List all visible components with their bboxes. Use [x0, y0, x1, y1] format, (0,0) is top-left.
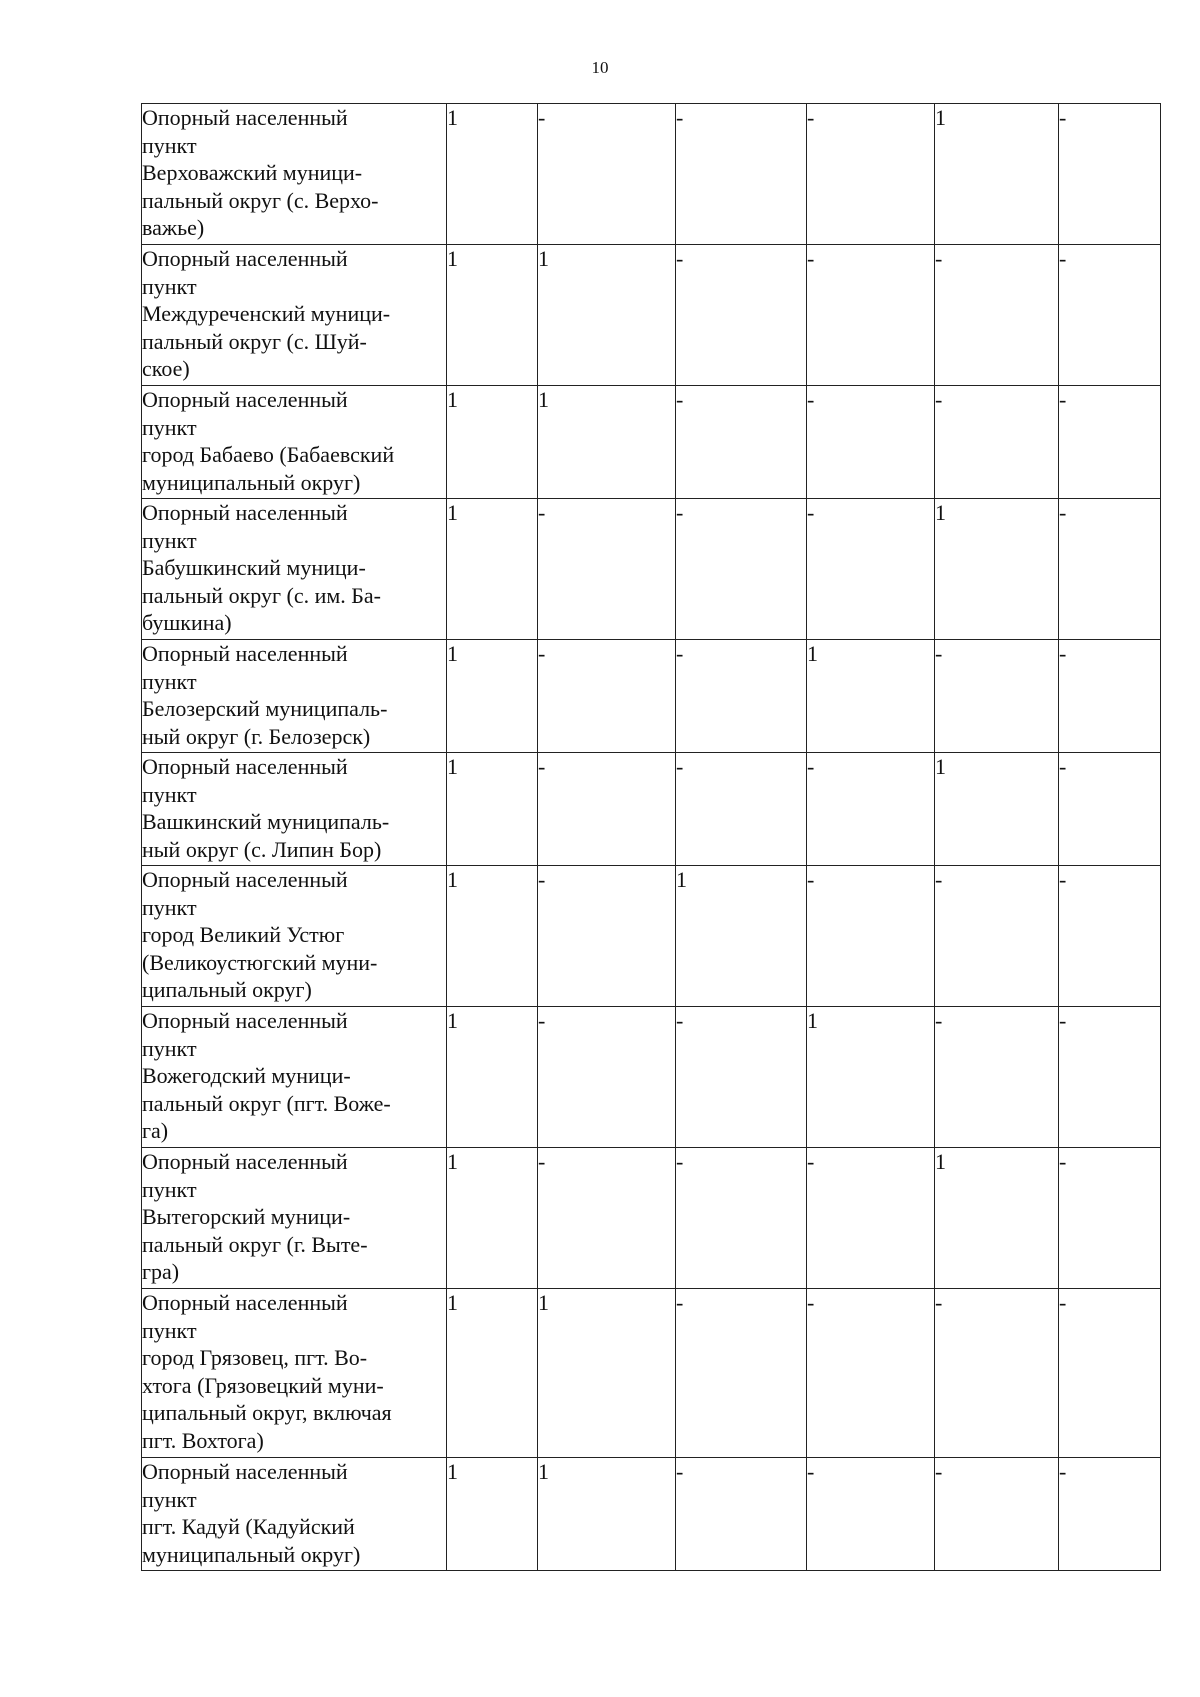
table-row	[142, 866, 1161, 1007]
settlement-name-cell	[142, 1458, 447, 1571]
value-cell: -	[676, 499, 807, 640]
value-cell: 1	[538, 1458, 676, 1571]
value-cell: -	[676, 245, 807, 386]
settlement-name-line: пальный округ (пгт. Воже-	[142, 1090, 391, 1116]
settlement-name-line: Опорный населенный	[142, 1459, 348, 1484]
value-cell: -	[807, 1148, 935, 1289]
settlement-name-line: (Великоустюгский муни-	[142, 949, 378, 975]
value-cell: -	[676, 104, 807, 245]
settlement-name-line: гра)	[142, 1259, 180, 1284]
table-row	[142, 753, 1161, 866]
settlement-name-line: пальный округ (с. Верхо-	[142, 187, 379, 213]
value-cell: 1	[447, 1007, 538, 1148]
value-cell: -	[935, 640, 1059, 753]
settlement-name-line: Вожегодский муници-	[142, 1063, 351, 1088]
value-cell: -	[1059, 866, 1161, 1007]
settlement-name-cell	[142, 1007, 447, 1148]
page-number: 10	[591, 58, 609, 77]
settlement-name-line: Опорный населенный	[142, 641, 348, 666]
settlement-name-line: пункт	[142, 1317, 197, 1343]
value-cell: -	[538, 104, 676, 245]
table-row	[142, 1148, 1161, 1289]
settlement-name-line: муниципальный округ)	[142, 469, 361, 495]
table-row	[142, 499, 1161, 640]
value-cell: 1	[447, 753, 538, 866]
settlement-name-line: пальный округ (г. Выте-	[142, 1231, 368, 1257]
value-cell: -	[1059, 386, 1161, 499]
value-cell: 1	[447, 499, 538, 640]
settlement-name-line: пункт	[142, 781, 197, 807]
value-cell: -	[676, 1148, 807, 1289]
settlement-name-line: хтога (Грязовецкий муни-	[142, 1372, 384, 1398]
settlement-name-cell	[142, 753, 447, 866]
table-row	[142, 245, 1161, 386]
table-row	[142, 104, 1161, 245]
settlement-name-cell	[142, 640, 447, 753]
settlement-name-line: ципальный округ)	[142, 977, 312, 1002]
settlement-name-line: Опорный населенный	[142, 246, 348, 271]
value-cell: -	[676, 1458, 807, 1571]
table-row	[142, 640, 1161, 753]
settlement-name-line: Опорный населенный	[142, 754, 348, 779]
table-row	[142, 1007, 1161, 1148]
value-cell: -	[1059, 104, 1161, 245]
settlement-name-line: бушкина)	[142, 610, 232, 635]
settlement-name-line: пункт	[142, 1176, 197, 1202]
settlement-name-line: город Бабаево (Бабаевский	[142, 442, 395, 467]
value-cell: -	[1059, 1007, 1161, 1148]
value-cell: 1	[447, 1289, 538, 1458]
value-cell: -	[807, 104, 935, 245]
table-body	[142, 104, 1161, 1571]
settlement-name-line: пальный округ (с. Шуй-	[142, 328, 367, 354]
settlement-name-cell	[142, 104, 447, 245]
settlement-name-line: пункт	[142, 414, 197, 440]
value-cell: 1	[447, 245, 538, 386]
value-cell: -	[807, 245, 935, 386]
settlement-name-line: Белозерский муниципаль-	[142, 696, 388, 721]
settlement-name-line: пункт	[142, 273, 197, 299]
value-cell: -	[1059, 753, 1161, 866]
value-cell: -	[935, 1007, 1059, 1148]
settlement-name-cell	[142, 386, 447, 499]
settlement-name-line: Междуреченский муници-	[142, 301, 391, 326]
value-cell: -	[807, 386, 935, 499]
value-cell: 1	[447, 866, 538, 1007]
value-cell: 1	[676, 866, 807, 1007]
settlement-name-line: Опорный населенный	[142, 387, 348, 412]
value-cell: -	[676, 640, 807, 753]
table-row	[142, 1458, 1161, 1571]
settlement-name-line: Бабушкинский муници-	[142, 555, 366, 580]
value-cell: -	[935, 1289, 1059, 1458]
settlement-name-line: пункт	[142, 132, 197, 158]
settlement-name-line: важье)	[142, 215, 205, 240]
value-cell: -	[1059, 245, 1161, 386]
settlement-name-line: пункт	[142, 1486, 197, 1512]
value-cell: -	[807, 753, 935, 866]
settlement-name-cell	[142, 866, 447, 1007]
value-cell: -	[935, 386, 1059, 499]
value-cell: -	[538, 866, 676, 1007]
settlement-name-line: муниципальный округ)	[142, 1541, 361, 1567]
value-cell: 1	[538, 386, 676, 499]
settlements-table	[141, 103, 1161, 1571]
value-cell: -	[807, 1458, 935, 1571]
settlement-name-line: Опорный населенный	[142, 867, 348, 892]
value-cell: 1	[538, 245, 676, 386]
settlement-name-line: пункт	[142, 1035, 197, 1061]
settlement-name-line: пункт	[142, 894, 197, 920]
settlement-name-line: Опорный населенный	[142, 105, 348, 130]
settlement-name-line: город Грязовец, пгт. Во-	[142, 1345, 368, 1370]
settlement-name-cell	[142, 1148, 447, 1289]
settlement-name-line: Опорный населенный	[142, 1290, 348, 1315]
settlement-name-line: Вытегорский муници-	[142, 1204, 351, 1229]
value-cell: -	[935, 866, 1059, 1007]
value-cell: 1	[447, 1458, 538, 1571]
value-cell: -	[676, 1289, 807, 1458]
table-row	[142, 386, 1161, 499]
value-cell: 1	[447, 104, 538, 245]
value-cell: -	[538, 1007, 676, 1148]
value-cell: 1	[935, 104, 1059, 245]
settlement-name-line: ципальный округ, включая	[142, 1400, 392, 1425]
value-cell: -	[935, 245, 1059, 386]
value-cell: 1	[807, 1007, 935, 1148]
table-row	[142, 1289, 1161, 1458]
value-cell: -	[807, 1289, 935, 1458]
settlement-name-line: ный округ (г. Белозерск)	[142, 723, 371, 749]
settlement-name-cell	[142, 245, 447, 386]
value-cell: -	[538, 499, 676, 640]
value-cell: -	[676, 753, 807, 866]
value-cell: -	[676, 386, 807, 499]
settlement-name-line: Опорный населенный	[142, 500, 348, 525]
settlement-name-line: га)	[142, 1118, 169, 1143]
settlement-name-line: Верховажский муници-	[142, 160, 363, 185]
settlement-name-cell	[142, 1289, 447, 1458]
value-cell: 1	[447, 386, 538, 499]
value-cell: 1	[935, 1148, 1059, 1289]
settlement-name-line: пгт. Кадуй (Кадуйский	[142, 1514, 355, 1539]
value-cell: -	[676, 1007, 807, 1148]
settlement-name-cell	[142, 499, 447, 640]
value-cell: 1	[935, 753, 1059, 866]
settlement-name-line: пгт. Вохтога)	[142, 1427, 264, 1453]
value-cell: -	[538, 640, 676, 753]
value-cell: -	[1059, 640, 1161, 753]
settlement-name-line: пальный округ (с. им. Ба-	[142, 582, 382, 608]
settlement-name-line: ское)	[142, 356, 190, 381]
settlement-name-line: город Великий Устюг	[142, 922, 345, 947]
value-cell: -	[1059, 1289, 1161, 1458]
value-cell: -	[807, 866, 935, 1007]
value-cell: 1	[447, 1148, 538, 1289]
value-cell: 1	[538, 1289, 676, 1458]
settlement-name-line: пункт	[142, 668, 197, 694]
value-cell: -	[807, 499, 935, 640]
value-cell: -	[538, 1148, 676, 1289]
settlement-name-line: Опорный населенный	[142, 1149, 348, 1174]
value-cell: -	[1059, 499, 1161, 640]
settlement-name-line: ный округ (с. Липин Бор)	[142, 836, 382, 862]
value-cell: -	[1059, 1148, 1161, 1289]
value-cell: 1	[447, 640, 538, 753]
value-cell: 1	[807, 640, 935, 753]
settlement-name-line: Опорный населенный	[142, 1008, 348, 1033]
value-cell: 1	[935, 499, 1059, 640]
value-cell: -	[1059, 1458, 1161, 1571]
value-cell: -	[935, 1458, 1059, 1571]
value-cell: -	[538, 753, 676, 866]
settlement-name-line: пункт	[142, 527, 197, 553]
settlement-name-line: Вашкинский муниципаль-	[142, 809, 390, 834]
